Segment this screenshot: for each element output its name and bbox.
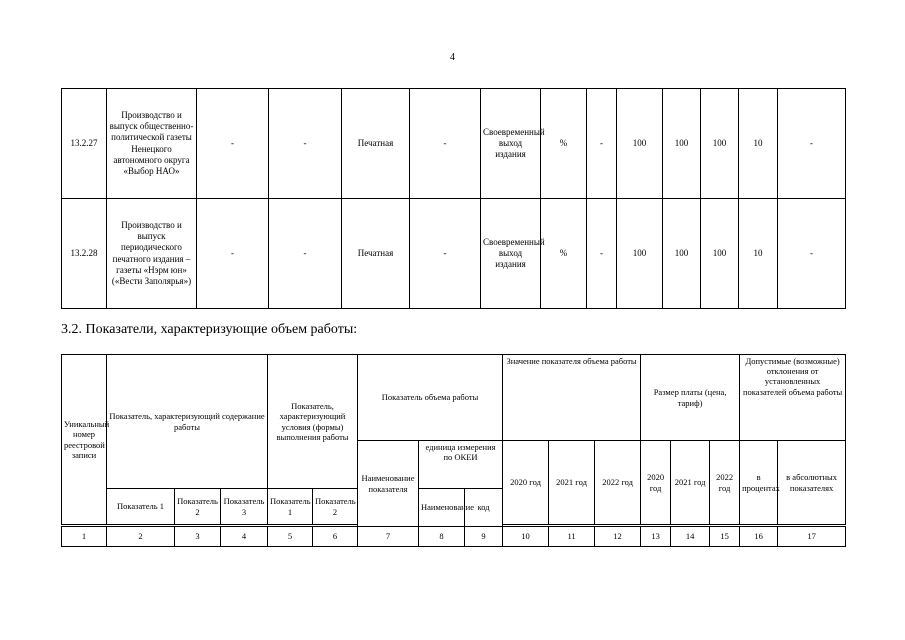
header-volume-indicator: Показатель объема работы bbox=[358, 355, 503, 441]
header-fee-2020: 2020 год bbox=[641, 441, 671, 525]
cell-form: Печатная bbox=[342, 199, 410, 309]
column-number: 12 bbox=[595, 527, 641, 547]
header-content-indicator: Показатель, характеризующий содержание работы bbox=[107, 355, 268, 489]
cell-content: Производство и выпуск общественно-политической газеты Ненецкого автономного округа «Выбор НАО» bbox=[107, 89, 197, 199]
cell-v2020: 100 bbox=[617, 89, 663, 199]
cell-v2020: 100 bbox=[617, 199, 663, 309]
header-indicator-name: Наименование показателя bbox=[358, 441, 419, 527]
cell-cond2: - bbox=[410, 199, 481, 309]
header-ind-1: Показатель 1 bbox=[107, 489, 175, 525]
cell-ind2: - bbox=[197, 199, 269, 309]
column-number: 4 bbox=[221, 527, 268, 547]
cell-code-okei: - bbox=[587, 199, 617, 309]
cell-v2021: 100 bbox=[663, 199, 701, 309]
column-number: 7 bbox=[358, 527, 419, 547]
cell-cond2: - bbox=[410, 89, 481, 199]
header-ind-2: Показатель 2 bbox=[175, 489, 221, 525]
column-number: 8 bbox=[419, 527, 465, 547]
cell-unit: % bbox=[541, 199, 587, 309]
header-cond-1: Показатель 1 bbox=[268, 489, 313, 525]
column-number: 11 bbox=[549, 527, 595, 547]
header-unique-number: Уникальный номер реестровой записи bbox=[62, 355, 107, 525]
cell-dev-pct: 10 bbox=[739, 199, 778, 309]
table-row bbox=[62, 89, 846, 199]
header-deviations: Допустимые (возможные) отклонения от установленных показателей объема работы bbox=[740, 355, 846, 441]
header-fee-2022: 2022 год bbox=[710, 441, 740, 525]
header-condition-indicator: Показатель, характеризующий условия (формы) выполнения работы bbox=[268, 355, 358, 489]
cell-v2022: 100 bbox=[701, 89, 739, 199]
cell-dev-abs: - bbox=[778, 199, 846, 309]
header-in-percent: в процентах bbox=[740, 441, 778, 525]
header-fee-2021: 2021 год bbox=[671, 441, 710, 525]
header-unit-name: Наименование bbox=[419, 489, 465, 527]
cell-form: Печатная bbox=[342, 89, 410, 199]
column-number: 9 bbox=[465, 527, 503, 547]
cell-indicator: Своевременный выход издания bbox=[481, 89, 541, 199]
header-cond-2: Показатель 2 bbox=[313, 489, 358, 525]
cell-unit: % bbox=[541, 89, 587, 199]
section-title: 3.2. Показатели, характеризующие объем работы: bbox=[61, 322, 358, 337]
cell-ind2: - bbox=[197, 89, 269, 199]
cell-v2021: 100 bbox=[663, 89, 701, 199]
cell-ind3: - bbox=[269, 89, 342, 199]
column-number: 13 bbox=[641, 527, 671, 547]
cell-indicator: Своевременный выход издания bbox=[481, 199, 541, 309]
header-year-2021: 2021 год bbox=[549, 441, 595, 525]
header-year-2022: 2022 год bbox=[595, 441, 641, 525]
header-unit-code: код bbox=[465, 489, 503, 527]
cell-v2022: 100 bbox=[701, 199, 739, 309]
header-year-2020: 2020 год bbox=[503, 441, 549, 525]
cell-code: 13.2.28 bbox=[62, 199, 107, 309]
header-unit-okei: единица измерения по ОКЕИ bbox=[419, 441, 503, 489]
column-number: 14 bbox=[671, 527, 710, 547]
cell-code: 13.2.27 bbox=[62, 89, 107, 199]
header-ind-3: Показатель 3 bbox=[221, 489, 268, 525]
column-number: 5 bbox=[268, 527, 313, 547]
header-fee: Размер платы (цена, тариф) bbox=[641, 355, 740, 441]
column-number: 3 bbox=[175, 527, 221, 547]
header-in-absolute: в абсолютных показателях bbox=[778, 441, 846, 525]
cell-code-okei: - bbox=[587, 89, 617, 199]
column-number: 1 bbox=[62, 527, 107, 547]
cell-dev-abs: - bbox=[778, 89, 846, 199]
column-number: 6 bbox=[313, 527, 358, 547]
header-volume-value: Значение показателя объема работы bbox=[503, 355, 641, 441]
volume-indicators-table bbox=[61, 354, 846, 547]
cell-content: Производство и выпуск периодического печатного издания – газеты «Нэрм юн» («Вести Заполярья») bbox=[107, 199, 197, 309]
quality-indicators-table bbox=[61, 88, 846, 309]
column-number: 2 bbox=[107, 527, 175, 547]
cell-dev-pct: 10 bbox=[739, 89, 778, 199]
column-number: 15 bbox=[710, 527, 740, 547]
column-number: 17 bbox=[778, 527, 846, 547]
column-number: 10 bbox=[503, 527, 549, 547]
table-row bbox=[62, 199, 846, 309]
page-number: 4 bbox=[450, 52, 455, 63]
column-number: 16 bbox=[740, 527, 778, 547]
cell-ind3: - bbox=[269, 199, 342, 309]
